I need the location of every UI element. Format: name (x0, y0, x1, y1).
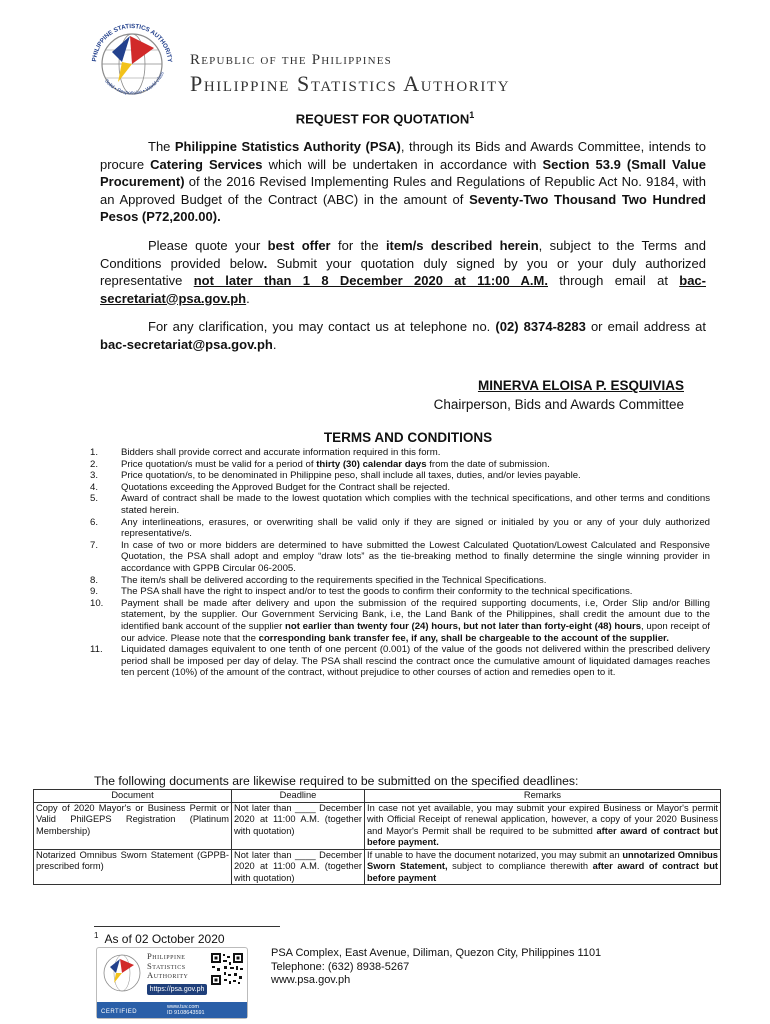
badge-url[interactable]: https://psa.gov.ph (147, 984, 207, 995)
document-cell: Notarized Omnibus Sworn Statement (GPPB-prescribed form) (34, 849, 232, 885)
term-text: thirty (30) calendar days (316, 458, 427, 470)
psa-seal-small-icon (100, 951, 144, 995)
deadline-cell: Not later than ____ December 2020 at 11:00 A.M. (together with quotation) (232, 802, 365, 849)
term-item (90, 493, 710, 516)
term-text: Payment shall be made after delivery and upon the submission of the required supporting documents, i.e, Order Slip and/or Billing statement, by the supplier. Our Government Servicing Bank, i.e, the Land Bank of the Philippines, shall credit the amount due to the identified bank account of the supplier (121, 597, 710, 632)
email-link[interactable]: bac-secretariat@psa.gov.ph (100, 273, 706, 306)
header-deadline: Deadline (232, 790, 365, 803)
term-text: In case of two or more bidders are determined to have submitted the Lowest Calculated Quotation/Lowest Calculated and Responsive Quotation, the PSA shall adopt and employ “draw lots” as the tie-breaking method to finally determine the single winning provider in accordance with GPPB Circular 06-2005. (121, 539, 710, 574)
term-text: Quotations exceeding the Approved Budget for the Contract shall be rejected. (121, 481, 451, 493)
intro-paragraph: The Philippine Statistics Authority (PSA), through its Bids and Awards Committee, intends to procure Catering Services which will be undertaken in accordance with Section 53.9 (Small Value Procurement) of the 2016 Revised Implementing Rules and Regulations of Republic Act No. 9184, with an Approved Budget of the Contract (ABC) in the amount of Seventy-Two Thousand Two Hundred Pesos (P72,200.00). (100, 139, 706, 224)
badge-certified-label: CERTIFIED (101, 1009, 138, 1015)
remarks-cell (365, 849, 721, 885)
remarks-text: If unable to have the document notarized, you may submit an (367, 849, 623, 860)
term-number: 2. (90, 458, 99, 470)
letterhead (82, 12, 702, 112)
term-text: The PSA shall have the right to inspect and/or to test the goods to confirm their conformity to the technical specifications. (121, 586, 633, 598)
term-item (90, 482, 710, 494)
term-number: 4. (90, 481, 99, 493)
seal-text: PHILIPPINE STATISTICS AUTHORITY (91, 22, 174, 63)
term-number: 3. (90, 470, 99, 482)
letterhead-text (190, 52, 510, 97)
footer-badge (96, 947, 248, 1019)
badge-agency-name: Philippine Statistics Authority (147, 951, 189, 981)
term-text: The item/s shall be delivered according to the requirements specified in the Technical Specifications. (121, 574, 547, 586)
remarks-text: unnotarized Omnibus Sworn Statement, (367, 849, 718, 871)
term-text: Any interlineations, erasures, or overwriting shall be valid only if they are signed or initialed by you or any of your duly authorized representative/s. (121, 516, 710, 540)
term-number: 9. (90, 586, 99, 598)
term-number: 1. (90, 447, 99, 458)
term-text: Price quotation/s must be valid for a period of (121, 458, 317, 470)
table-row (34, 849, 721, 885)
terms-list (90, 447, 710, 679)
term-text: not earlier than twenty four (24) hours, but not later than forty-eight (48) hours (284, 620, 642, 632)
term-text: , upon receipt of our advice. Please note that the (121, 620, 710, 644)
remarks-text: after award of contract but before payment (367, 861, 719, 883)
term-item (90, 644, 710, 679)
quotation-paragraph: Please quote your best offer for the item/s described herein, subject to the Terms and Conditions provided below. Submit your quotation duly signed by you or your duly authorized representative not later than 1 8 December 2020 at 11:00 A.M. through email at bac-secretariat@psa.gov.ph. (100, 238, 706, 306)
term-number: 10. (90, 597, 104, 609)
term-item (90, 586, 710, 598)
documents-intro: The following documents are likewise required to be submitted on the specified deadlines: (94, 774, 579, 788)
seal-motto: Solid • Responsive • World-class (103, 70, 166, 97)
footnote: $^1$ As of 02 October 2020 (94, 931, 225, 946)
required-documents-table (33, 789, 721, 885)
title-footnote-mark: 1 (469, 110, 475, 120)
footer-telephone: Telephone: (632) 8938-5267 (271, 960, 410, 973)
term-item (90, 517, 710, 540)
document-cell: Copy of 2020 Mayor's or Business Permit or Valid PhilGEPS Registration (Platinum Membership) (34, 802, 232, 849)
term-item (90, 598, 710, 644)
signatory-name: MINERVA ELOISA P. ESQUIVIAS (477, 378, 684, 393)
term-text: Bidders shall provide correct and accurate information required in this form. (121, 447, 441, 458)
table-header-row (34, 790, 721, 803)
remarks-text: subject to compliance therewith (447, 861, 593, 871)
term-text: Award of contract shall be made to the lowest quotation which complies with the technical specifications, and other terms and conditions stated herein. (121, 493, 710, 516)
badge-iso-info: www.tuv.com ID 9108643591 (167, 1004, 205, 1016)
header-remarks: Remarks (365, 790, 721, 803)
term-item (90, 575, 710, 587)
clarification-paragraph: For any clarification, you may contact us at telephone no. (02) 8374-8283 or email address at bac-secretariat@psa.gov.ph. (100, 319, 706, 352)
table-row (34, 802, 721, 849)
term-text: from the date of submission. (426, 458, 550, 470)
term-text: Liquidated damages equivalent to one tenth of one percent (0.001) of the value of the goods not delivered within the prescribed delivery period shall be imposed per day of delay. The PSA shall rescind the contract once the cumulative amount of liquidated damages reaches ten percent (10%) of the amount of the contract, without prejudice to other courses of action and remedies open to it. (121, 644, 710, 679)
footer-address: PSA Complex, East Avenue, Diliman, Quezon City, Philippines 1101 (271, 947, 602, 959)
term-number: 11. (90, 644, 103, 656)
term-item (90, 470, 710, 482)
term-number: 8. (90, 574, 99, 586)
deadline-cell: Not later than ____ December 2020 at 11:00 A.M. (together with quotation) (232, 849, 365, 885)
document-title: REQUEST FOR QUOTATION$^1$ (295, 110, 475, 127)
letterhead-agency: Philippine Statistics Authority (190, 71, 511, 96)
deadline-text: not later than 1 8 December 2020 at 11:00 A.M. (193, 273, 548, 288)
term-number: 5. (90, 493, 99, 505)
remarks-cell (365, 802, 721, 849)
contact-email[interactable]: bac-secretariat@psa.gov.ph (100, 336, 273, 352)
footer-address-block (271, 947, 601, 988)
term-item (90, 447, 710, 459)
term-item (90, 540, 710, 575)
header-document: Document (34, 790, 232, 803)
psa-seal-logo (82, 12, 182, 112)
term-text: corresponding bank transfer fee, if any, shall be chargeable to the account of the supplier. (258, 632, 669, 644)
term-text: Price quotation/s, to be denominated in Philippine peso, shall include all taxes, duties, and/or levies payable. (121, 470, 581, 482)
qr-code-icon (210, 952, 244, 986)
footer-website[interactable]: www.psa.gov.ph (271, 974, 351, 986)
remarks-text: after award of contract but before payment. (367, 825, 719, 847)
term-item (90, 459, 710, 471)
telephone-number: (02) 8374-8283 (495, 319, 586, 334)
remarks-text: In case not yet available, you may submit your expired Business or Mayor's permit with Official Receipt of renewal application, however, a copy of your 2020 Business and Mayor's Permit shall be required to be submitted (367, 802, 718, 836)
signatory-position: Chairperson, Bids and Awards Committee (433, 397, 684, 412)
terms-title: TERMS AND CONDITIONS (323, 430, 493, 445)
term-number: 7. (90, 539, 99, 551)
footnote-divider (94, 926, 280, 927)
letterhead-republic: Republic of the Philippines (190, 52, 392, 68)
term-number: 6. (90, 516, 99, 528)
